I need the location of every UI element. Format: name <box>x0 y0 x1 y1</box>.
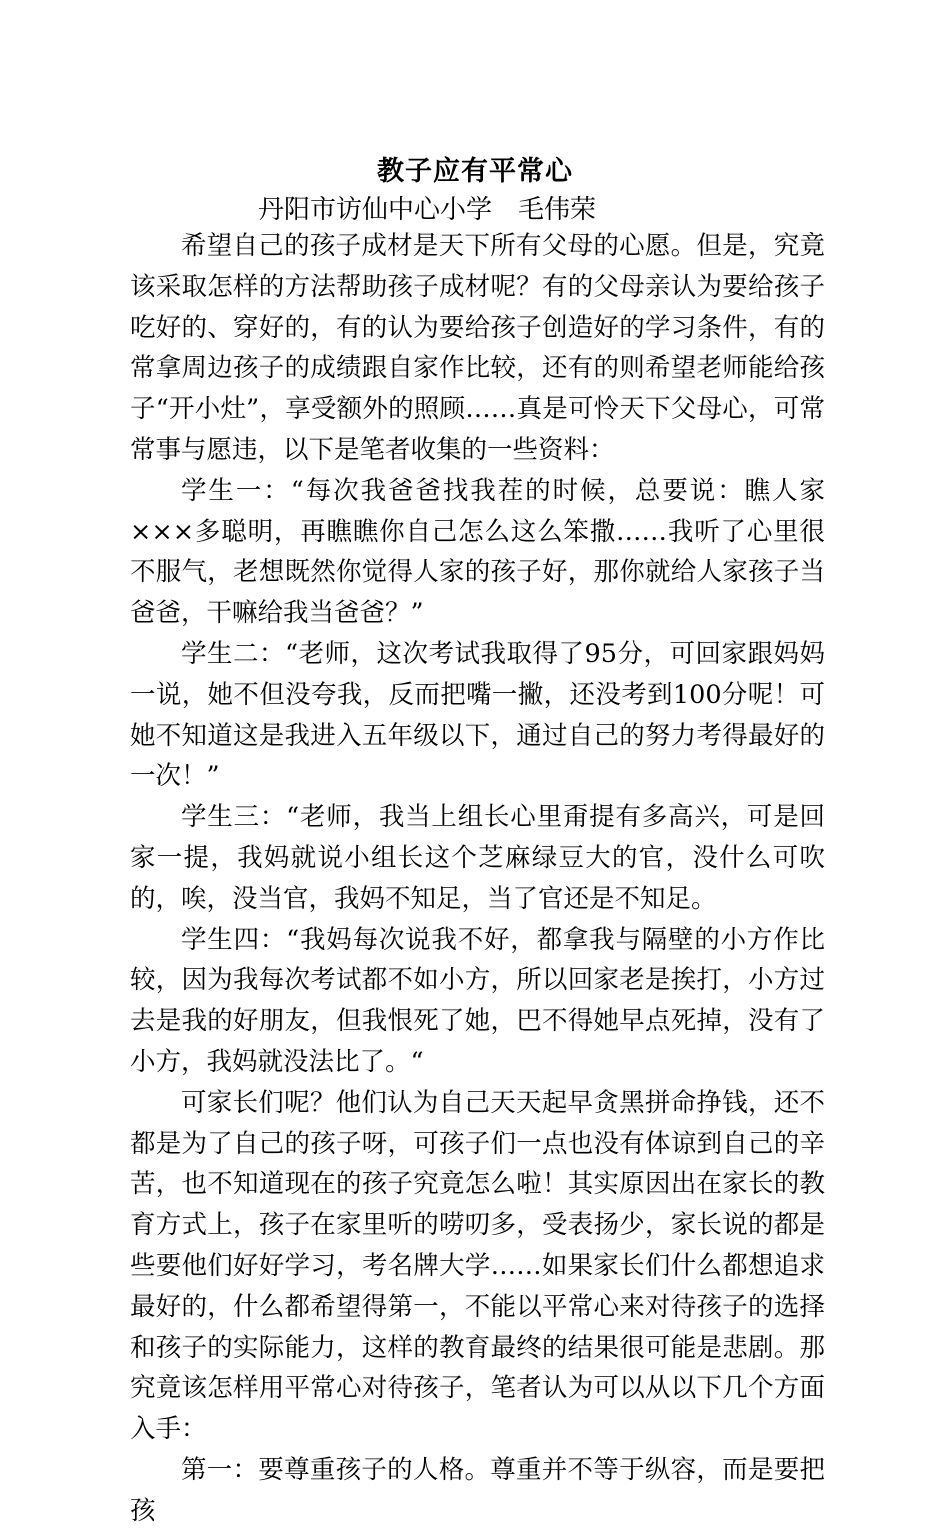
author-name: 毛伟荣 <box>518 195 597 225</box>
document-title: 教子应有平常心 <box>377 156 573 187</box>
paragraph: 可家长们呢？他们认为自己天天起早贪黑拼命挣钱，还不都是为了自己的孩子呀，可孩子们一点也没有体谅到自己的辛苦，也不知道现在的孩子究竟怎么啦！其实原因出在家长的教育方式上，孩子在家里听的唠叨多，受表扬少，家长说的都是些要他们好好学习，考名牌大学……如果家长们什么都想追求最好的，什么都希望得第一，不能以平常心来对待孩子的选择和孩子的实际能力，这样的教育最终的结果很可能是悲剧。那究竟该怎样用平常心对待孩子，笔者认为可以从以下几个方面入手： <box>130 1087 825 1445</box>
paragraph: 学生二：“老师，这次考试我取得了95分，可回家跟妈妈一说，她不但没夸我，反而把嘴一撇，还没考到100分呢！可她不知道这是我进入五年级以下，通过自己的努力考得最好的一次！” <box>130 638 825 792</box>
document-body <box>130 226 825 1532</box>
paragraph: 学生四：“我妈每次说我不好，都拿我与隔壁的小方作比较，因为我每次考试都不如小方，所以回家老是挨打，小方过去是我的好朋友，但我恨死了她，巴不得她早点死掉，没有了小方，我妈就没法比了。“ <box>130 924 825 1077</box>
paragraph: 学生三：“老师，我当上组长心里甭提有多高兴，可是回家一提，我妈就说小组长这个芝麻绿豆大的官，没什么可吹的，唉，没当官，我妈不知足，当了官还是不知足。 <box>130 802 825 914</box>
school-name: 丹阳市访仙中心小学 <box>258 195 493 225</box>
paragraph: 希望自己的孩子成材是天下所有父母的心愿。但是，究竟该采取怎样的方法帮助孩子成材呢？有的父母亲认为要给孩子吃好的、穿好的，有的认为要给孩子创造好的学习条件，有的常拿周边孩子的成绩跟自家作比较，还有的则希望老师能给孩子“开小灶”，享受额外的照顾……真是可怜天下父母心，可常常事与愿违，以下是笔者收集的一些资料： <box>130 231 825 465</box>
paragraph: 学生一：“每次我爸爸找我茬的时候，总要说：瞧人家×××多聪明，再瞧瞧你自己怎么这么笨撒……我听了心里很不服气，老想既然你觉得人家的孩子好，那你就给人家孩子当爸爸，干嘛给我当爸爸？” <box>130 475 825 629</box>
paragraph: 第一：要尊重孩子的人格。尊重并不等于纵容，而是要把孩 <box>130 1454 825 1526</box>
byline <box>258 190 596 230</box>
